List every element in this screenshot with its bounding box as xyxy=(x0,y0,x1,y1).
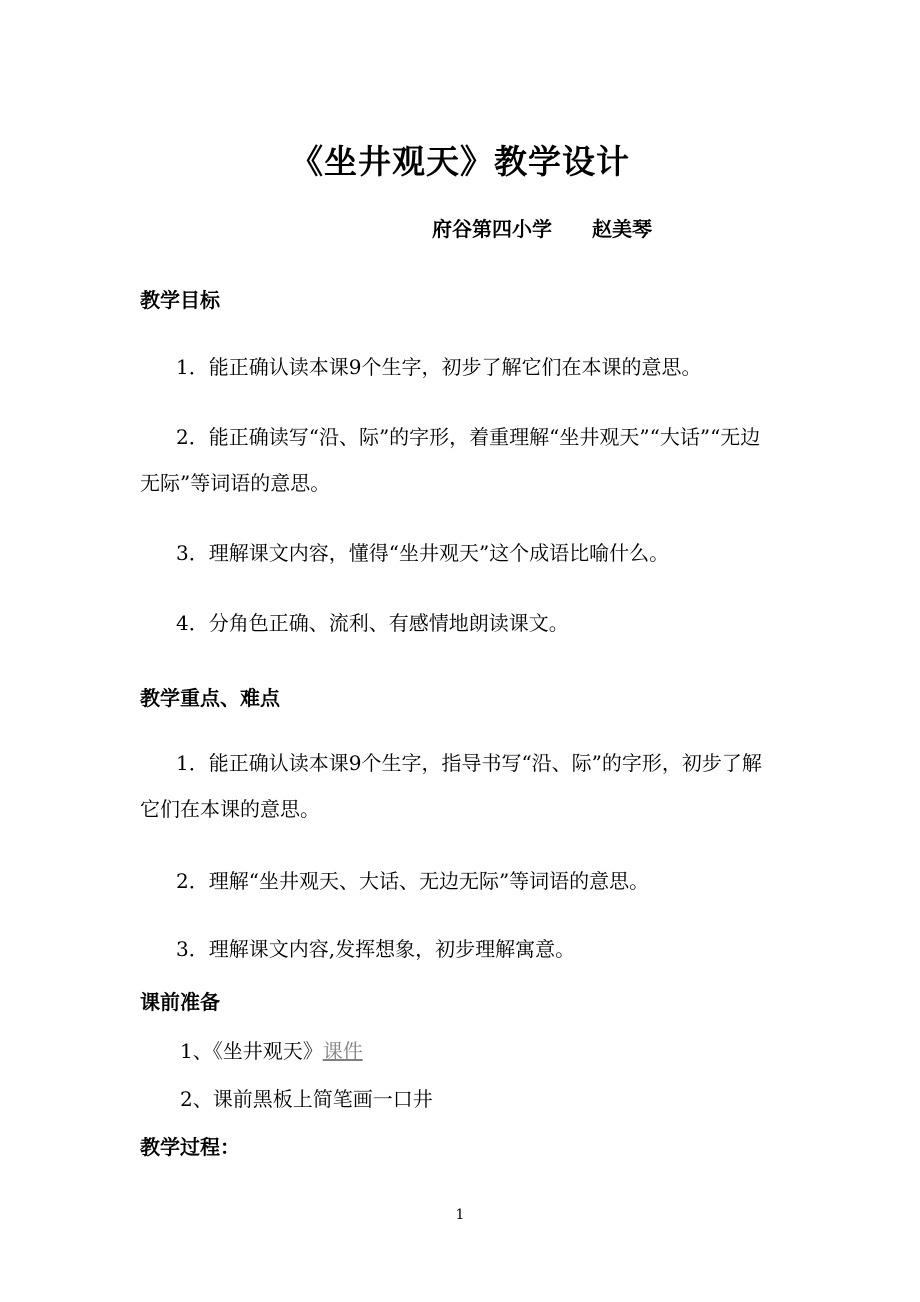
key-points-heading: 教学重点、难点 xyxy=(140,686,280,710)
preparation-item-1-text: 1、《坐井观天》 xyxy=(180,1039,323,1063)
goal-item-4: 4．分角色正确、流利、有感情地朗读课文。 xyxy=(176,611,569,635)
goal-item-1: 1．能正确认读本课9个生字，初步了解它们在本课的意思。 xyxy=(176,355,702,379)
document-title: 《坐井观天》教学设计 xyxy=(290,142,630,181)
goals-heading: 教学目标 xyxy=(140,288,220,312)
page-number: 1 xyxy=(455,1207,465,1223)
courseware-link[interactable]: 课件 xyxy=(322,1039,363,1063)
author-line xyxy=(432,213,652,242)
preparation-heading: 课前准备 xyxy=(140,990,220,1014)
goal-item-2: 2．能正确读写“沿、际”的字形，着重理解“坐井观天”“大话”“无边无际”等词语的意思。 xyxy=(140,425,761,495)
key-point-item-2: 2．理解“坐井观天、大话、无边无际”等词语的意思。 xyxy=(176,869,650,893)
preparation-item-2: 2、课前黑板上简笔画一口井 xyxy=(180,1087,433,1111)
process-heading: 教学过程： xyxy=(140,1135,240,1159)
goal-item-3: 3．理解课文内容，懂得“坐井观天”这个成语比喻什么。 xyxy=(176,541,670,565)
key-point-item-1: 1．能正确认读本课9个生字，指导书写“沿、际”的字形，初步了解它们在本课的意思。 xyxy=(140,751,762,821)
key-point-item-3: 3．理解课文内容,发挥想象，初步理解寓意。 xyxy=(176,937,576,961)
preparation-item-1 xyxy=(180,1035,363,1064)
author-name: 赵美琴 xyxy=(592,217,652,241)
author-school: 府谷第四小学 xyxy=(432,217,552,241)
